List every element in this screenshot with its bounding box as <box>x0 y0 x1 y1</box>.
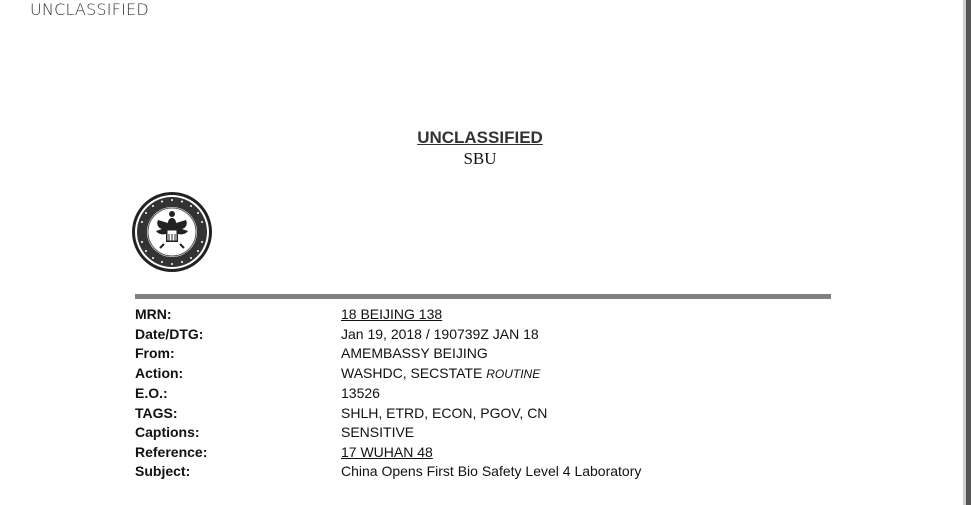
field-label: Date/DTG: <box>135 325 204 342</box>
field-value-container <box>341 364 835 385</box>
field-label: TAGS: <box>135 404 178 421</box>
field-row-reference <box>135 443 835 463</box>
field-value: AMEMBASSY BEIJING <box>341 345 488 361</box>
field-row-mrn <box>135 305 835 325</box>
field-label: Subject: <box>135 463 191 479</box>
field-value: SHLH, ETRD, ECON, PGOV, CN <box>341 404 548 421</box>
field-value: 13526 <box>341 385 380 401</box>
precedence-label: ROUTINE <box>486 366 541 381</box>
field-label: Action: <box>135 364 184 381</box>
department-of-state-seal <box>130 190 214 274</box>
field-label: Reference: <box>135 443 208 460</box>
mrn-link[interactable]: 18 BEIJING 138 <box>341 306 443 322</box>
field-row-action <box>135 364 835 385</box>
field-row-date <box>135 325 835 345</box>
reference-link[interactable]: 17 WUHAN 48 <box>341 443 433 460</box>
field-row-captions <box>135 423 835 443</box>
field-row-tags <box>135 404 835 424</box>
field-value: Jan 19, 2018 / 190739Z JAN 18 <box>341 325 539 342</box>
classification-caveat: SBU <box>463 149 497 168</box>
field-value: SENSITIVE <box>341 424 415 440</box>
field-value: China Opens First Bio Safety Level 4 Laboratory <box>341 463 642 479</box>
classification-title: UNCLASSIFIED <box>417 128 543 147</box>
cable-metadata <box>135 305 835 482</box>
field-row-from <box>135 344 835 364</box>
classification-banner <box>380 128 580 169</box>
field-row-eo <box>135 384 835 404</box>
field-value: WASHDC, SECSTATE <box>341 364 483 381</box>
field-label: Captions: <box>135 424 200 440</box>
seal-icon <box>130 190 214 274</box>
field-label: MRN: <box>135 306 172 322</box>
page-header-classification: UNCLASSIFIED <box>30 0 149 19</box>
field-label: From: <box>135 345 175 361</box>
page-edge <box>966 0 971 505</box>
header-rule <box>135 294 831 299</box>
field-label: E.O.: <box>135 385 168 401</box>
field-row-subject <box>135 462 835 482</box>
